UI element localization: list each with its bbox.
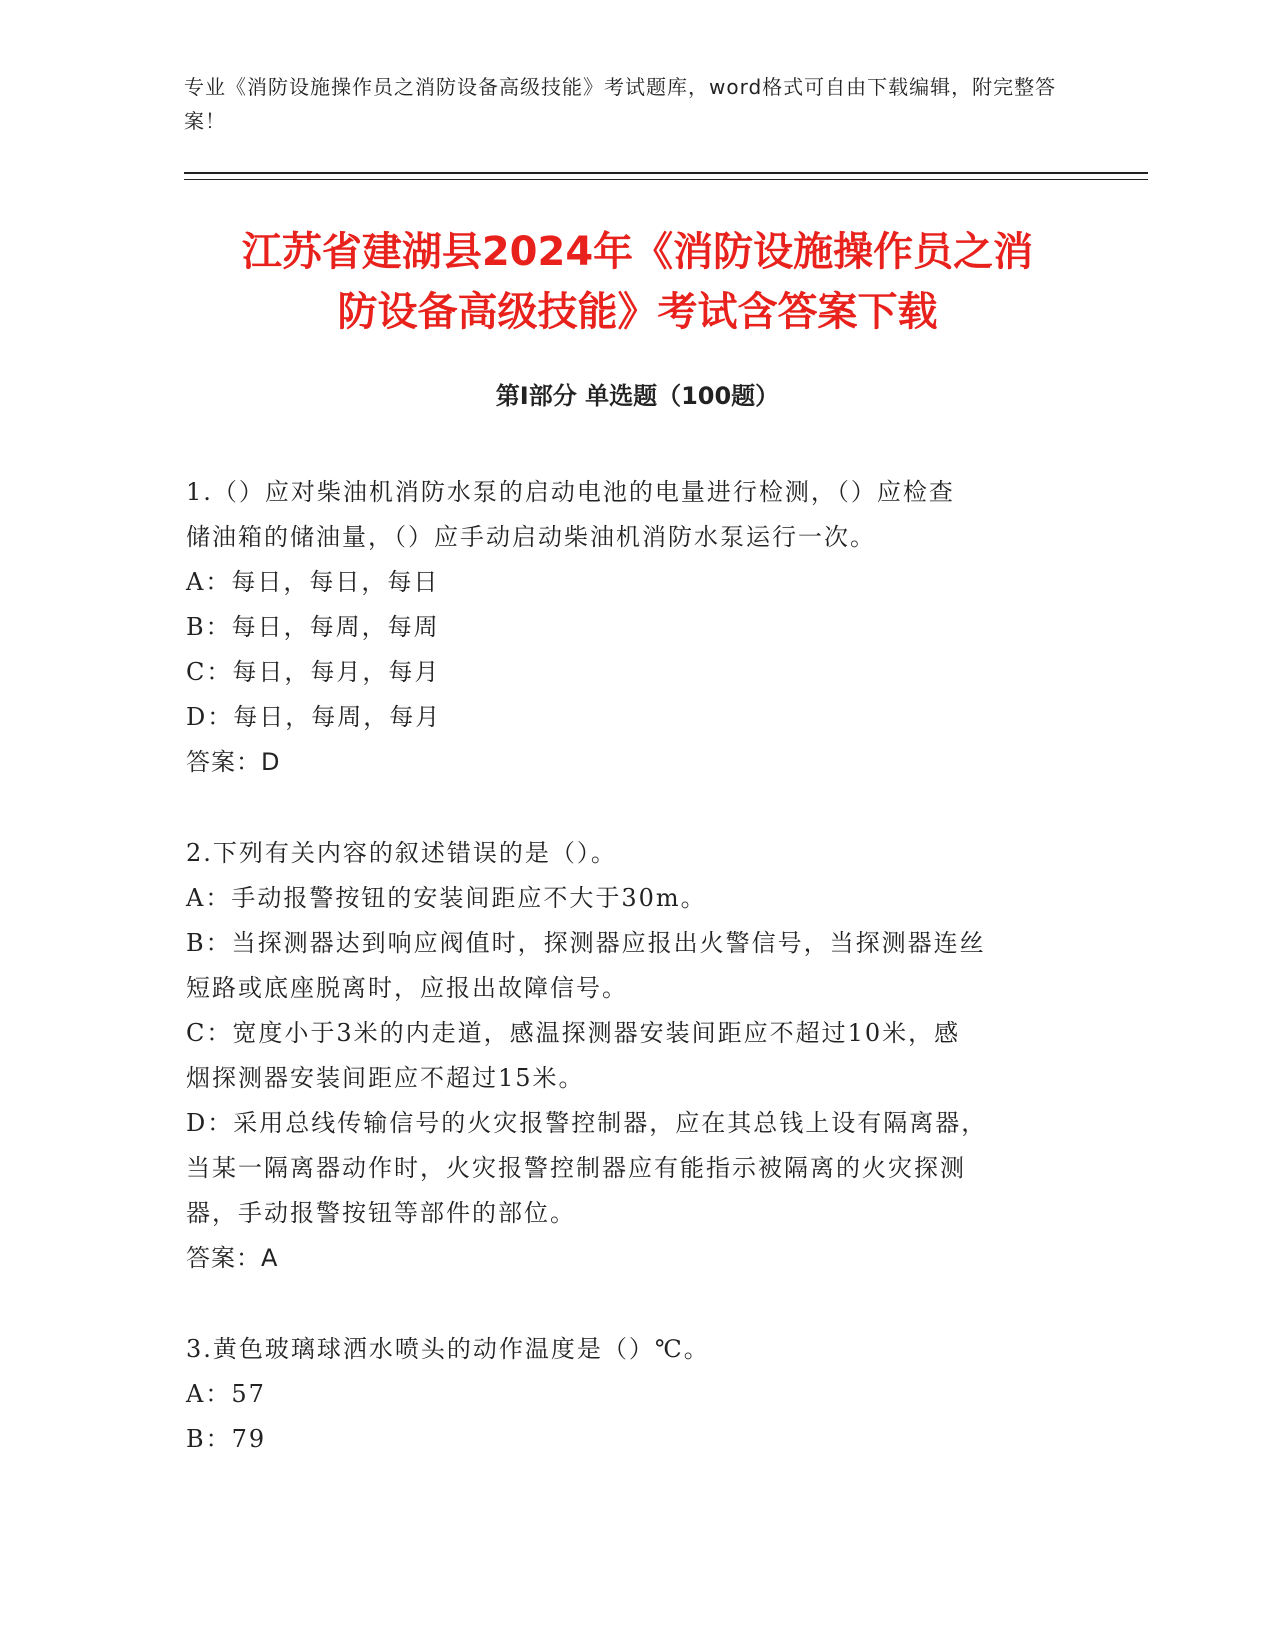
option-a: A：57 — [186, 1380, 266, 1408]
option-b: B：当探测器达到响应阀值时，探测器应报出火警信号，当探测器连丝 — [186, 929, 986, 957]
option-b: B：79 — [186, 1425, 267, 1453]
question-1 — [186, 470, 1066, 785]
question-stem-line: 1.（）应对柴油机消防水泵的启动电池的电量进行检测，（）应检查 — [186, 478, 955, 506]
document-title-line-1: 江苏省建湖县2024年《消防设施操作员之消 — [241, 229, 1034, 275]
option-d-continued: 当某一隔离器动作时，火灾报警控制器应有能指示被隔离的火灾探测 — [186, 1154, 966, 1182]
question-stem-line: 储油箱的储油量，（）应手动启动柴油机消防水泵运行一次。 — [186, 523, 876, 551]
option-c-continued: 烟探测器安装间距应不超过15米。 — [186, 1064, 585, 1092]
option-c: C：每日，每月，每月 — [186, 658, 441, 686]
option-d-continued: 器，手动报警按钮等部件的部位。 — [186, 1199, 576, 1227]
question-list — [186, 470, 1066, 1508]
option-a: A：手动报警按钮的安装间距应不大于30m。 — [186, 884, 707, 912]
option-b-continued: 短路或底座脱离时，应报出故障信号。 — [186, 974, 628, 1002]
answer-label: 答案：A — [186, 1244, 279, 1272]
option-b: B：每日，每周，每周 — [186, 613, 440, 641]
option-d: D：每日，每周，每月 — [186, 703, 442, 731]
question-2 — [186, 831, 1066, 1281]
question-stem-line: 2.下列有关内容的叙述错误的是（）。 — [186, 839, 617, 867]
question-3 — [186, 1327, 1066, 1462]
document-title — [150, 222, 1125, 342]
question-stem-line: 3.黄色玻璃球洒水喷头的动作温度是（）℃。 — [186, 1335, 710, 1363]
option-d: D：采用总线传输信号的火灾报警控制器，应在其总钱上设有隔离器， — [186, 1109, 988, 1137]
answer-label: 答案：D — [186, 748, 281, 776]
section-title: 第I部分 单选题（100题） — [495, 382, 780, 410]
document-title-line-2: 防设备高级技能》考试含答案下载 — [337, 289, 938, 335]
header-rule-thick — [184, 172, 1148, 174]
option-a: A：每日，每日，每日 — [186, 568, 440, 596]
option-c: C：宽度小于3米的内走道，感温探测器安装间距应不超过10米，感 — [186, 1019, 961, 1047]
header-note: 专业《消防设施操作员之消防设备高级技能》考试题库，word格式可自由下载编辑，附完整答案！ — [184, 75, 1057, 133]
header-rule-thin — [184, 179, 1148, 180]
